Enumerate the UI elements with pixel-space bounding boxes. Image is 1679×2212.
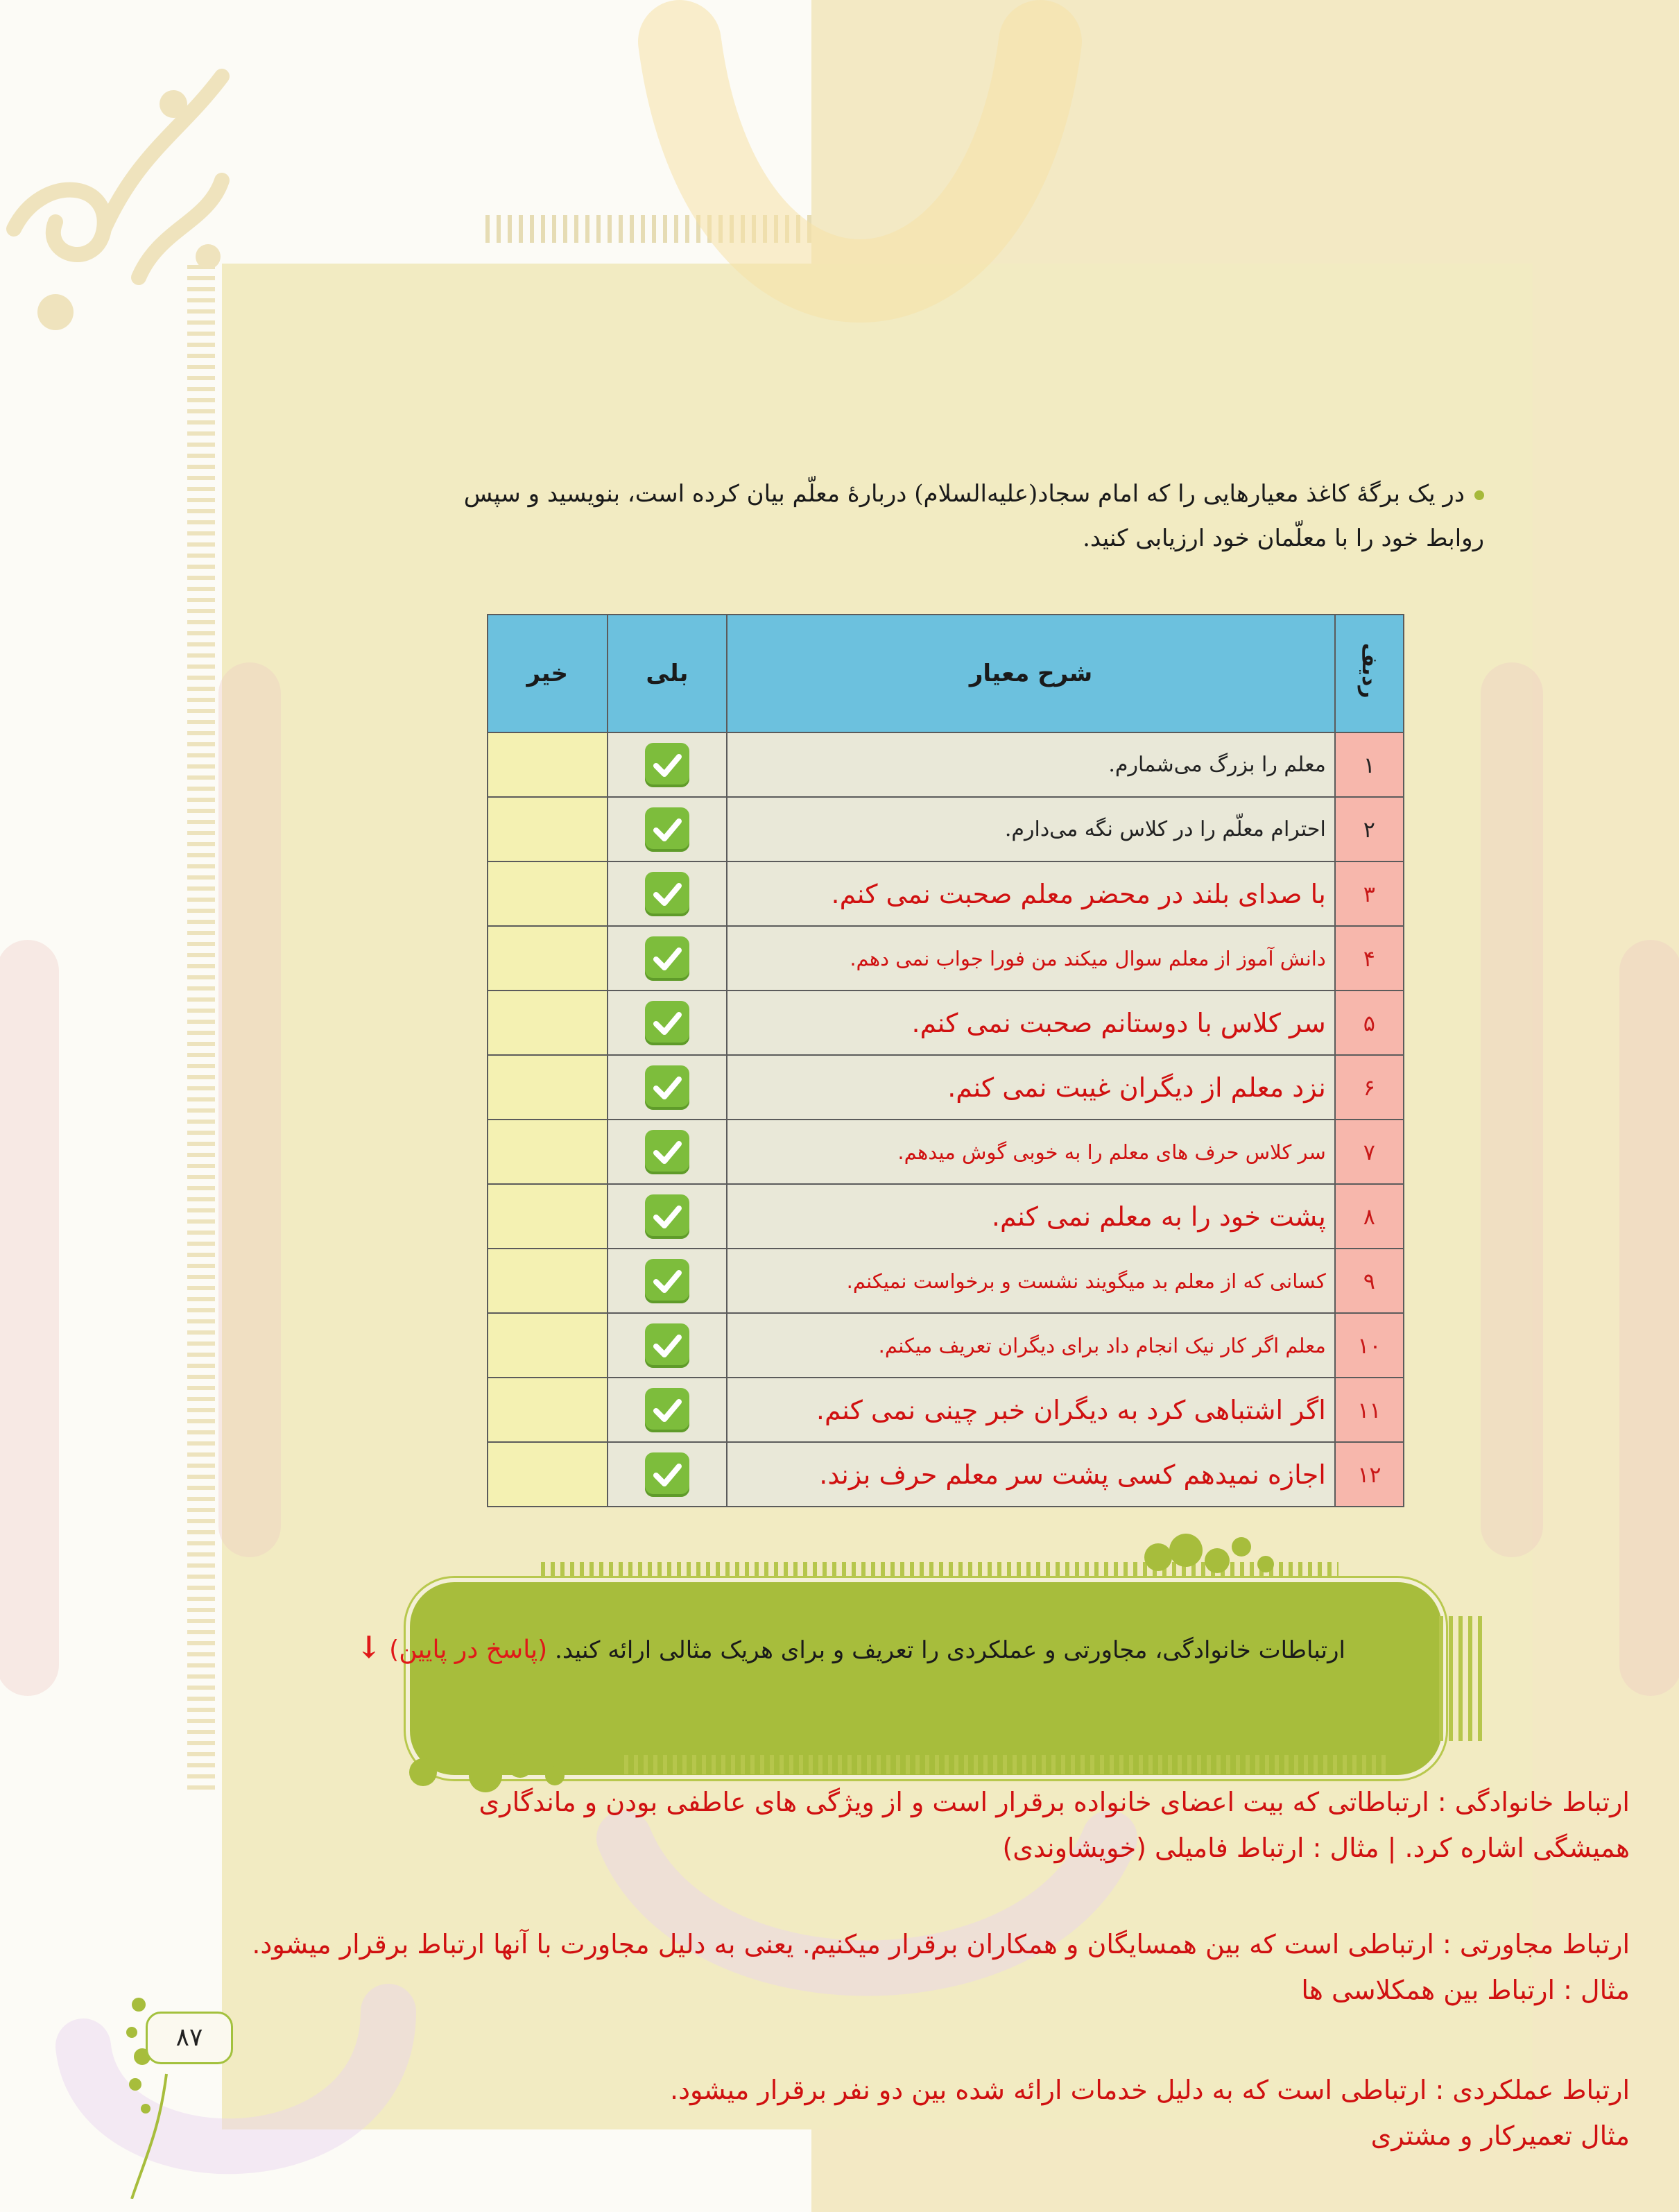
row-number: ۹ — [1335, 1249, 1404, 1313]
yes-cell[interactable] — [608, 991, 727, 1055]
header-description: شرح معیار — [727, 615, 1335, 732]
row-number: ۸ — [1335, 1184, 1404, 1249]
instruction-text — [361, 472, 1484, 560]
checkmark-icon — [645, 1388, 689, 1432]
answer-neighbor — [28, 1921, 1630, 2013]
decorative-stripes-left — [187, 264, 215, 1790]
page-number: ۸۷ — [146, 2012, 233, 2064]
row-description: معلم را بزرگ می‌شمارم. — [727, 732, 1335, 797]
decorative-dots — [1137, 1523, 1290, 1585]
row-number: ۲ — [1335, 797, 1404, 861]
yes-cell[interactable] — [608, 797, 727, 861]
answer-functional — [42, 2067, 1630, 2159]
yes-cell[interactable] — [608, 926, 727, 991]
answer-line: ارتباط عملکردی : ارتباطی است که به دلیل خدمات ارائه شده بین دو نفر برقرار میشود. — [669, 2075, 1630, 2105]
row-number: ۵ — [1335, 991, 1404, 1055]
answer-line: ارتباط خانوادگی : ارتباطاتی که بیت اعضای خانواده برقرار است و از ویژگی های عاطفی بودن و ماندگاری — [479, 1787, 1630, 1817]
header-row-number: ردیف — [1335, 615, 1404, 732]
no-cell[interactable] — [488, 1378, 608, 1442]
checkmark-icon — [645, 1452, 689, 1497]
table-row — [488, 1313, 1404, 1378]
no-cell[interactable] — [488, 797, 608, 861]
yes-cell[interactable] — [608, 1378, 727, 1442]
checkmark-icon — [645, 1259, 689, 1303]
row-description: اگر اشتباهی کرد به دیگران خبر چینی نمی کنم. — [727, 1378, 1335, 1442]
yes-cell[interactable] — [608, 1249, 727, 1313]
no-cell[interactable] — [488, 991, 608, 1055]
table-row — [488, 926, 1404, 991]
row-description: سر کلاس حرف های معلم را به خوبی گوش میدهم. — [727, 1120, 1335, 1184]
header-yes: بلی — [608, 615, 727, 732]
table-row — [488, 861, 1404, 926]
activity-text: ارتباطات خانوادگی، مجاورتی و عملکردی را تعریف و برای هریک مثالی ارائه کنید. — [555, 1636, 1345, 1664]
no-cell[interactable] — [488, 926, 608, 991]
checkmark-icon — [645, 1130, 689, 1174]
no-cell[interactable] — [488, 1249, 608, 1313]
checkmark-icon — [645, 807, 689, 852]
table-row — [488, 1249, 1404, 1313]
row-number: ۳ — [1335, 861, 1404, 926]
row-description: نزد معلم از دیگران غیبت نمی کنم. — [727, 1055, 1335, 1120]
bullet-icon — [1474, 490, 1484, 500]
answer-family — [42, 1779, 1630, 1871]
decorative-stripes-green — [1439, 1616, 1488, 1741]
table-row — [488, 1055, 1404, 1120]
row-description: کسانی که از معلم بد میگویند نشست و برخواست نمیکنم. — [727, 1249, 1335, 1313]
table-row — [488, 732, 1404, 797]
answer-line: همیشگی اشاره کرد. | مثال : ارتباط فامیلی (خویشاوندی) — [1002, 1833, 1630, 1863]
instruction-line-2: روابط خود را با معلّمان خود ارزیابی کنید. — [1083, 524, 1484, 552]
checkmark-icon — [645, 936, 689, 981]
row-number: ۱۰ — [1335, 1313, 1404, 1378]
row-description: احترام معلّم را در کلاس نگه می‌دارم. — [727, 797, 1335, 861]
decorative-stripes-green — [624, 1755, 1387, 1774]
answer-line: ارتباط مجاورتی : ارتباطی است که بین همسایگان و همکاران برقرار میکنیم. یعنی به دلیل مجاورت با آنها ارتباط برقرار میشود. — [252, 1929, 1630, 1960]
row-number: ۴ — [1335, 926, 1404, 991]
row-description: اجازه نمیدهم کسی پشت سر معلم حرف بزند. — [727, 1442, 1335, 1507]
row-number: ۱۲ — [1335, 1442, 1404, 1507]
criteria-table — [487, 614, 1404, 1507]
table-row — [488, 1184, 1404, 1249]
checkmark-icon — [645, 743, 689, 787]
row-number: ۱ — [1335, 732, 1404, 797]
answer-line: مثال : ارتباط بین همکلاسی ها — [1301, 1975, 1630, 2005]
row-description: پشت خود را به معلم نمی کنم. — [727, 1184, 1335, 1249]
yes-cell[interactable] — [608, 1313, 727, 1378]
row-description: معلم اگر کار نیک انجام داد برای دیگران تعریف میکنم. — [727, 1313, 1335, 1378]
yes-cell[interactable] — [608, 1055, 727, 1120]
table-row — [488, 1378, 1404, 1442]
decorative-stripes-top — [485, 215, 811, 243]
yes-cell[interactable] — [608, 861, 727, 926]
row-number: ۶ — [1335, 1055, 1404, 1120]
no-cell[interactable] — [488, 861, 608, 926]
yes-cell[interactable] — [608, 1442, 727, 1507]
no-cell[interactable] — [488, 1055, 608, 1120]
answer-line: مثال تعمیرکار و مشتری — [1370, 2120, 1630, 2151]
row-description: سر کلاس با دوستانم صحبت نمی کنم. — [727, 991, 1335, 1055]
table-row — [488, 1120, 1404, 1184]
floral-ornament — [0, 49, 236, 340]
table-row — [488, 1442, 1404, 1507]
no-cell[interactable] — [488, 1442, 608, 1507]
no-cell[interactable] — [488, 732, 608, 797]
instruction-line-1: در یک برگهٔ کاغذ معیارهایی را که امام سجاد(علیه‌السلام) دربارهٔ معلّم بیان کرده است، بنویسید و سپس — [463, 480, 1465, 508]
arrow-down-icon: ↓ — [356, 1630, 382, 1665]
header-no: خیر — [488, 615, 608, 732]
yes-cell[interactable] — [608, 1184, 727, 1249]
no-cell[interactable] — [488, 1120, 608, 1184]
row-number: ۱۱ — [1335, 1378, 1404, 1442]
no-cell[interactable] — [488, 1313, 608, 1378]
activity-prompt — [305, 1630, 1345, 1665]
checkmark-icon — [645, 1065, 689, 1110]
row-description: دانش آموز از معلم سوال میکند من فورا جواب نمی دهم. — [727, 926, 1335, 991]
row-description: با صدای بلند در محضر معلم صحبت نمی کنم. — [727, 861, 1335, 926]
yes-cell[interactable] — [608, 1120, 727, 1184]
row-number: ۷ — [1335, 1120, 1404, 1184]
table-row — [488, 991, 1404, 1055]
checkmark-icon — [645, 1323, 689, 1368]
checkmark-icon — [645, 1001, 689, 1045]
yes-cell[interactable] — [608, 732, 727, 797]
checkmark-icon — [645, 872, 689, 916]
checkmark-icon — [645, 1194, 689, 1239]
no-cell[interactable] — [488, 1184, 608, 1249]
table-row — [488, 797, 1404, 861]
answer-hint: (پاسخ در پایین) — [389, 1636, 548, 1664]
